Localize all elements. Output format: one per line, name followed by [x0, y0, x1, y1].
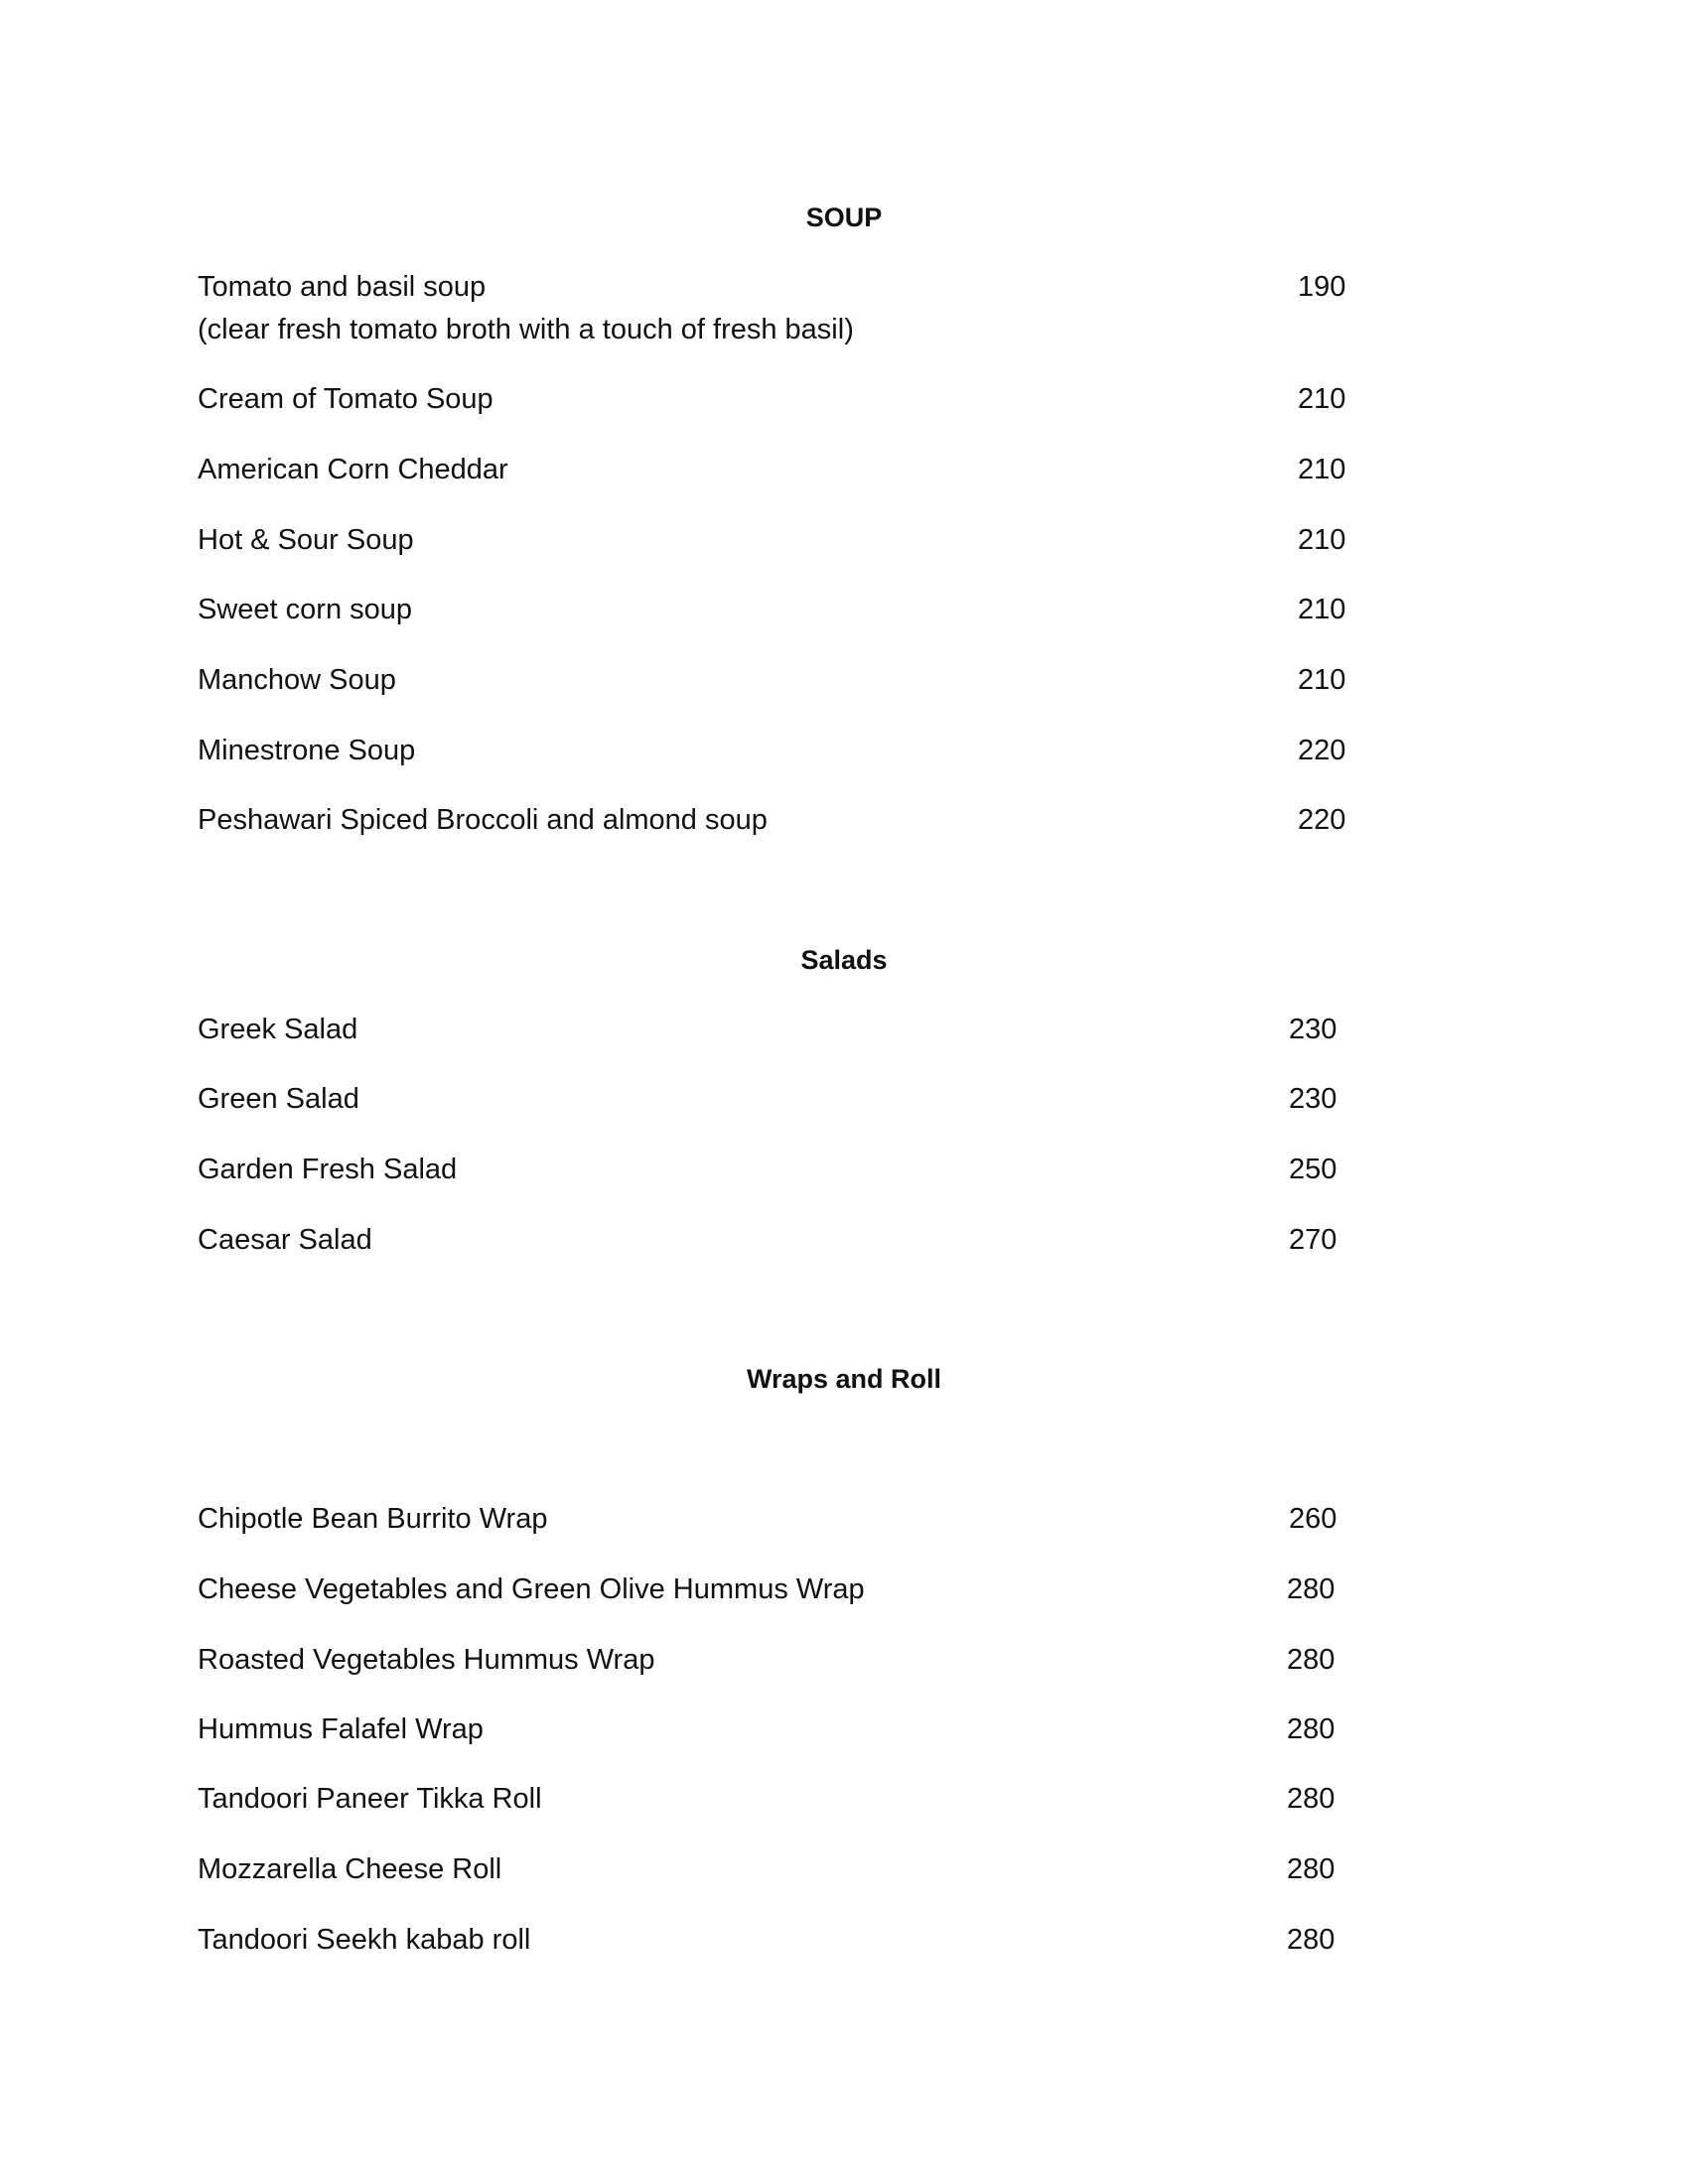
item-price: 280	[1287, 1573, 1336, 1605]
item-name: Garden Fresh Salad	[198, 1154, 458, 1185]
menu-item	[198, 1712, 1349, 1746]
item-name: Hummus Falafel Wrap	[198, 1713, 484, 1745]
item-price: 210	[1298, 524, 1346, 556]
item-name: Peshawari Spiced Broccoli and almond soup	[198, 804, 768, 836]
item-price: 220	[1298, 804, 1346, 836]
item-name: Tandoori Seekh kabab roll	[198, 1924, 531, 1956]
menu-item	[198, 663, 1349, 697]
item-name: Sweet corn soup	[198, 594, 413, 625]
item-price: 190	[1298, 271, 1346, 303]
item-price: 260	[1289, 1503, 1337, 1535]
item-price: 230	[1289, 1083, 1337, 1115]
item-price: 270	[1289, 1224, 1337, 1256]
menu-item	[198, 1153, 1349, 1186]
menu-item	[198, 803, 1349, 837]
section-heading-salads: Salads	[800, 945, 888, 975]
item-name: Minestrone Soup	[198, 735, 416, 766]
item-name: Mozzarella Cheese Roll	[198, 1853, 502, 1885]
item-price: 210	[1298, 594, 1346, 625]
item-name: Caesar Salad	[198, 1224, 372, 1256]
item-name: Cheese Vegetables and Green Olive Hummus Wrap	[198, 1573, 865, 1605]
item-name: Hot & Sour Soup	[198, 524, 414, 556]
menu-item	[198, 1502, 1349, 1536]
item-price: 280	[1287, 1644, 1336, 1676]
menu-item	[198, 1572, 1349, 1606]
menu-item	[198, 1082, 1349, 1116]
item-price: 210	[1298, 383, 1346, 415]
section-heading-soup: SOUP	[805, 203, 883, 232]
item-price: 280	[1287, 1783, 1336, 1815]
item-price: 210	[1298, 664, 1346, 696]
item-name: Manchow Soup	[198, 664, 396, 696]
item-price: 280	[1287, 1924, 1336, 1956]
item-name: Chipotle Bean Burrito Wrap	[198, 1503, 548, 1535]
item-name: Green Salad	[198, 1083, 359, 1115]
menu-item	[198, 1782, 1349, 1816]
item-name: Roasted Vegetables Hummus Wrap	[198, 1644, 655, 1676]
item-price: 280	[1287, 1853, 1336, 1885]
menu-item	[198, 1923, 1349, 1957]
item-price: 210	[1298, 454, 1346, 485]
menu-item	[198, 382, 1349, 416]
menu-item	[198, 734, 1349, 767]
item-price: 220	[1298, 735, 1346, 766]
menu-item	[198, 1852, 1349, 1886]
menu-item	[198, 1223, 1349, 1257]
item-price: 250	[1289, 1154, 1337, 1185]
menu-item	[198, 1013, 1349, 1046]
item-name: Greek Salad	[198, 1014, 358, 1045]
menu-item	[198, 593, 1349, 626]
menu-item	[198, 453, 1349, 486]
section-heading-wraps: Wraps and Roll	[746, 1364, 942, 1394]
item-name: American Corn Cheddar	[198, 454, 508, 485]
item-price: 230	[1289, 1014, 1337, 1045]
item-description: (clear fresh tomato broth with a touch of fresh basil)	[198, 314, 854, 345]
menu-item	[198, 523, 1349, 557]
menu-item	[198, 270, 1349, 304]
menu-item	[198, 1643, 1349, 1677]
item-price: 280	[1287, 1713, 1336, 1745]
item-name: Tomato and basil soup	[198, 271, 487, 303]
item-name: Cream of Tomato Soup	[198, 383, 493, 415]
item-name: Tandoori Paneer Tikka Roll	[198, 1783, 542, 1815]
